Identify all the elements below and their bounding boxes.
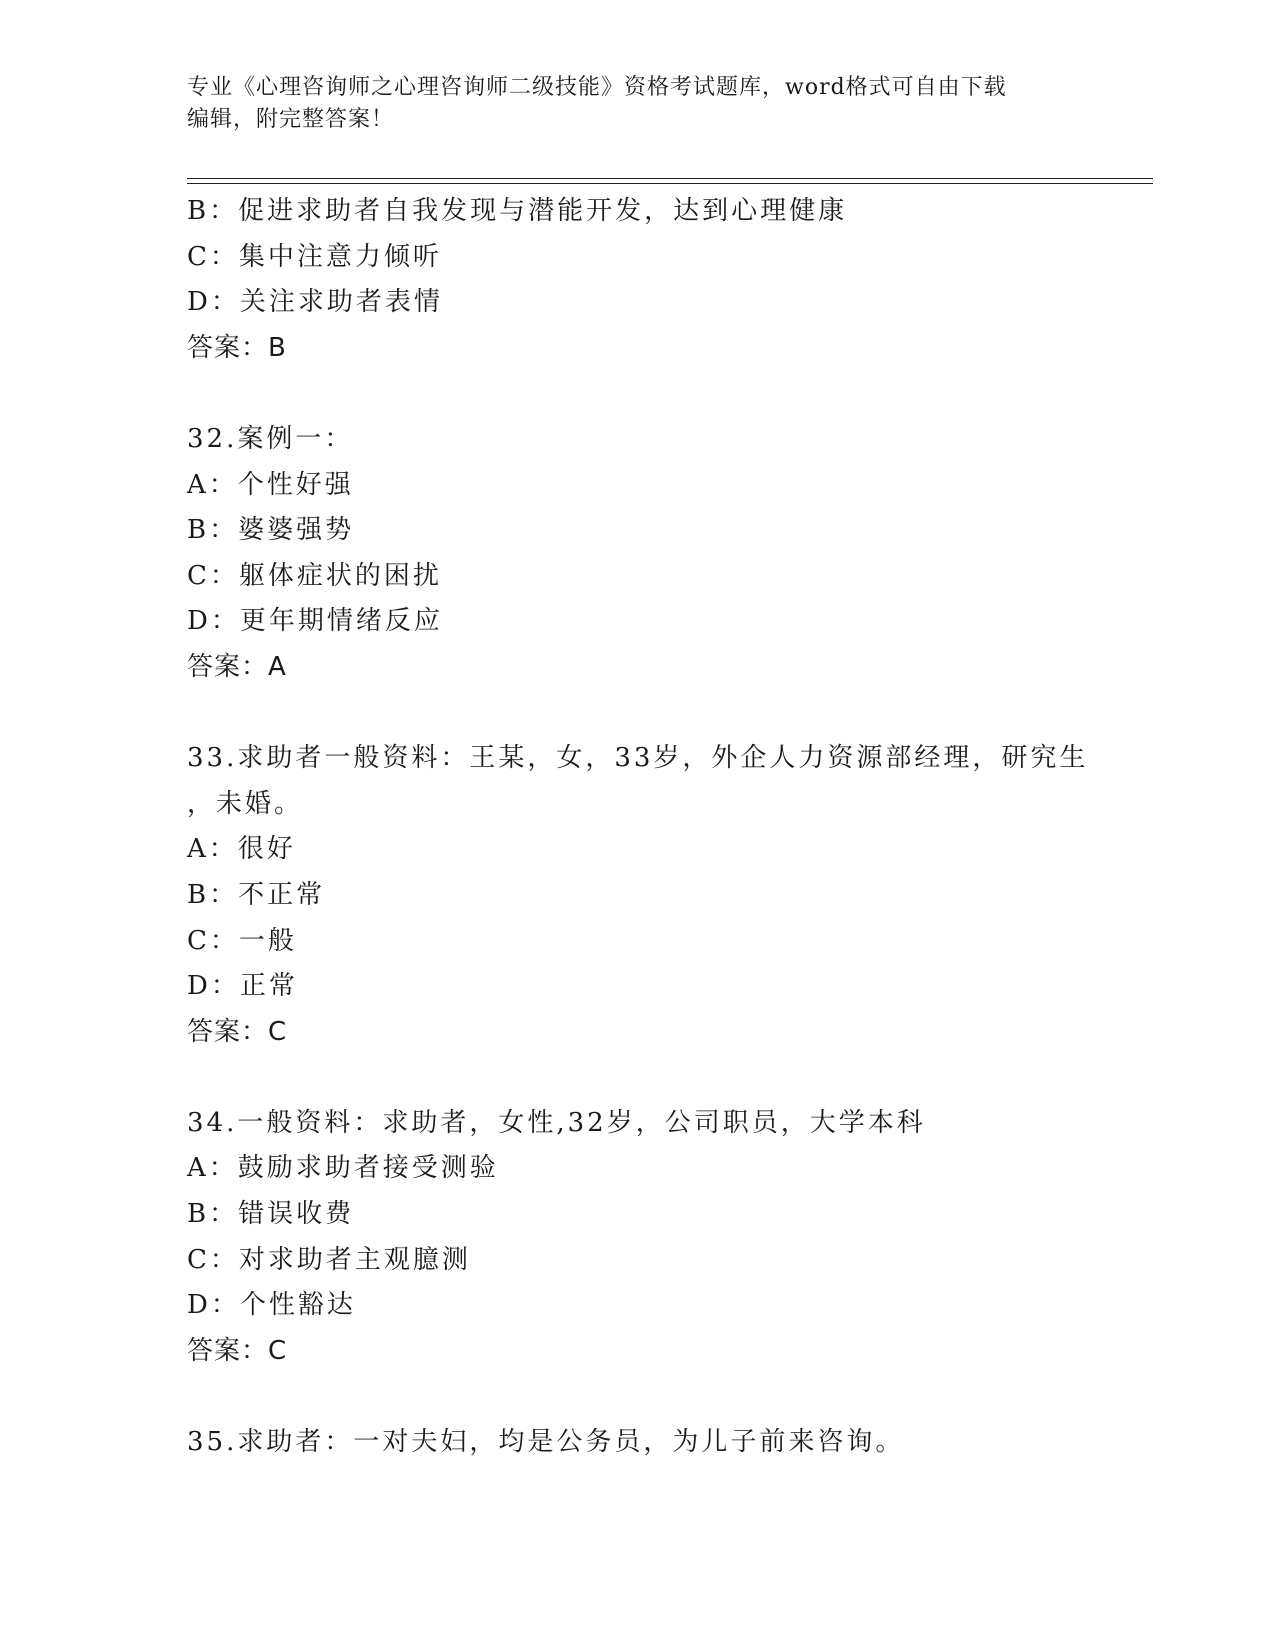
answer-option: B：婆婆强势 bbox=[187, 515, 355, 546]
answer-option: D：关注求助者表情 bbox=[187, 287, 443, 318]
question-stem-continuation: ，未婚。 bbox=[187, 788, 304, 819]
question-stem: 34.一般资料：求助者，女性,32岁，公司职员，大学本科 bbox=[187, 1107, 926, 1138]
answer-option: C：对求助者主观臆测 bbox=[187, 1244, 471, 1275]
answer-option: C：躯体症状的困扰 bbox=[187, 560, 442, 591]
answer-option: A：鼓励求助者接受测验 bbox=[187, 1153, 499, 1184]
question-spacer bbox=[187, 1374, 1087, 1420]
header-line-2: 编辑，附完整答案！ bbox=[187, 107, 395, 132]
question-stem: 33.求助者一般资料：王某，女，33岁，外企人力资源部经理，研究生 bbox=[187, 743, 1089, 774]
header-divider-top bbox=[187, 178, 1153, 179]
answer-option: C：一般 bbox=[187, 925, 297, 956]
question-spacer bbox=[187, 371, 1087, 417]
header-divider-bottom bbox=[187, 183, 1153, 184]
answer-option: C：集中注意力倾听 bbox=[187, 241, 442, 272]
answer-option: B：促进求助者自我发现与潜能开发，达到心理健康 bbox=[187, 196, 848, 226]
answer-option: B：不正常 bbox=[187, 879, 326, 910]
answer-option: A：个性好强 bbox=[187, 469, 354, 500]
question-stem: 35.求助者：一对夫妇，均是公务员，为儿子前来咨询。 bbox=[187, 1427, 905, 1458]
answer-key: 答案：C bbox=[187, 1016, 288, 1047]
question-stem: 32.案例一： bbox=[187, 423, 354, 454]
question-spacer bbox=[187, 1055, 1087, 1101]
answer-option: A：很好 bbox=[187, 834, 296, 865]
header-line-1: 专业《心理咨询师之心理咨询师二级技能》资格考试题库，word格式可自由下载 bbox=[187, 75, 1007, 100]
answer-option: D：正常 bbox=[187, 971, 298, 1002]
answer-option: B：错误收费 bbox=[187, 1199, 355, 1230]
document-header bbox=[187, 72, 1067, 136]
question-list bbox=[187, 189, 1087, 1466]
answer-key: 答案：B bbox=[187, 332, 287, 363]
answer-option: D：个性豁达 bbox=[187, 1290, 356, 1321]
answer-key: 答案：A bbox=[187, 651, 287, 682]
question-spacer bbox=[187, 691, 1087, 737]
answer-key: 答案：C bbox=[187, 1335, 288, 1366]
answer-option: D：更年期情绪反应 bbox=[187, 606, 443, 637]
